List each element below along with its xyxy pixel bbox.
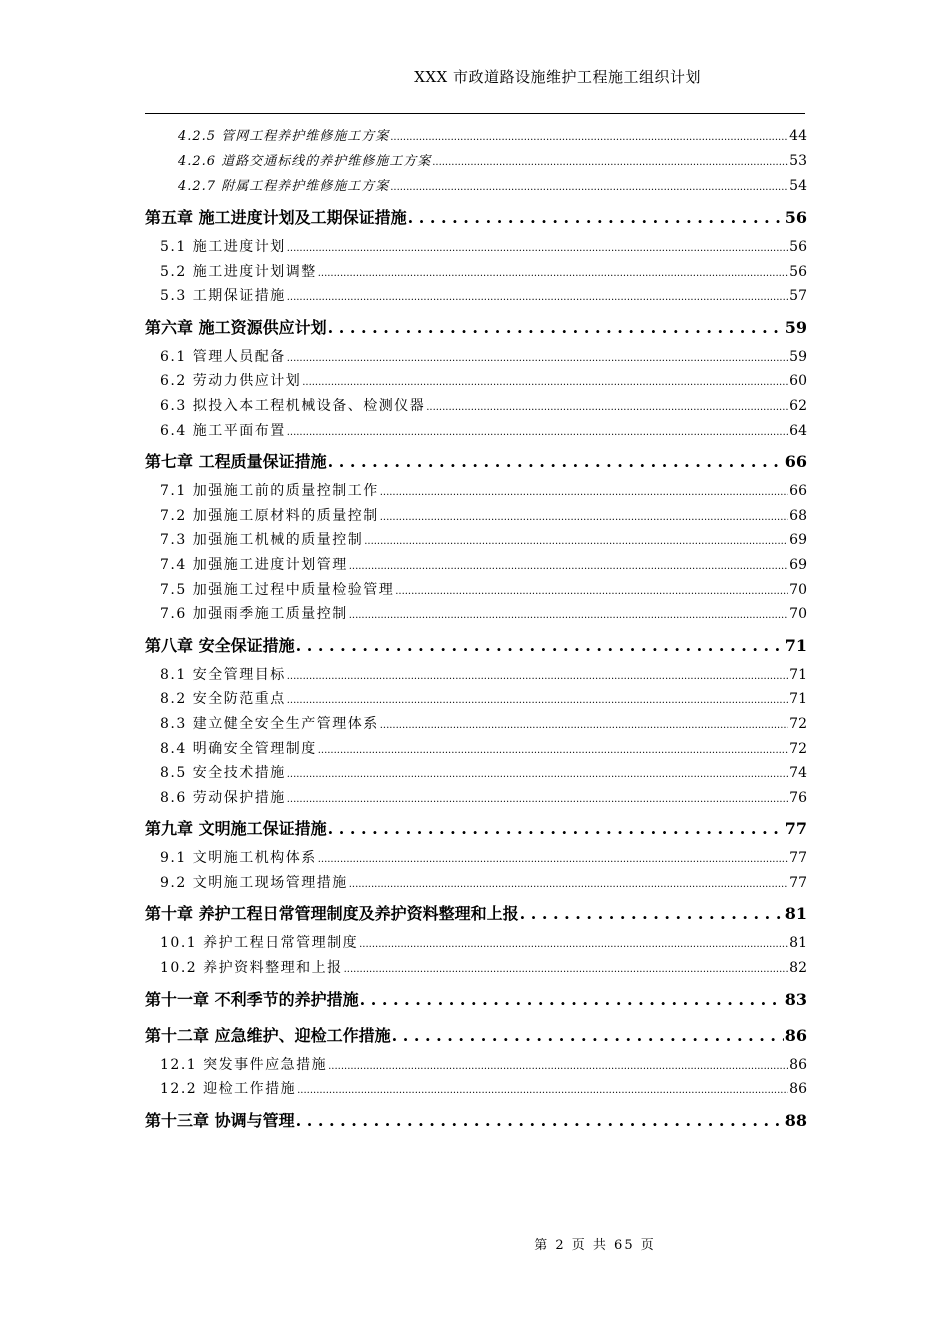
toc-entry-page-number: 54 — [789, 178, 807, 194]
toc-entry-label: 8.4 明确安全管理制度 — [160, 740, 317, 757]
toc-section-entry[interactable] — [145, 369, 807, 394]
toc-leader-dots — [287, 235, 788, 262]
toc-entry-page-number: 44 — [789, 128, 807, 144]
toc-leader-dots — [287, 663, 788, 690]
toc-leader-dots — [395, 578, 788, 605]
toc-leader-dots — [349, 871, 788, 898]
toc-chapter-entry[interactable] — [145, 629, 807, 663]
toc-section-entry[interactable] — [145, 504, 807, 529]
document-title: XXX 市政道路设施维护工程施工组织计划 — [414, 68, 701, 86]
toc-section-entry[interactable] — [145, 687, 807, 712]
toc-section-entry[interactable] — [145, 956, 807, 981]
toc-entry-page-number: 66 — [784, 452, 807, 472]
toc-leader-dots — [318, 260, 788, 287]
toc-section-entry[interactable] — [145, 260, 807, 285]
toc-leader-dots — [302, 369, 788, 396]
toc-leader-dots — [349, 553, 788, 580]
toc-entry-label: 第六章 施工资源供应计划 — [145, 317, 327, 337]
toc-entry-label: 第九章 文明施工保证措施 — [145, 819, 327, 839]
toc-leader-dots — [408, 201, 784, 235]
toc-entry-page-number: 68 — [789, 507, 807, 524]
toc-entry-page-number: 76 — [789, 789, 807, 806]
toc-leader-dots — [287, 419, 788, 446]
toc-section-entry[interactable] — [145, 419, 807, 444]
toc-entry-page-number: 71 — [789, 666, 807, 683]
toc-entry-page-number: 70 — [789, 581, 807, 598]
toc-entry-page-number: 72 — [789, 715, 807, 732]
toc-entry-label: 7.2 加强施工原材料的质量控制 — [160, 507, 379, 524]
toc-entry-page-number: 70 — [789, 606, 807, 623]
toc-leader-dots — [296, 629, 784, 663]
toc-entry-label: 第五章 施工进度计划及工期保证措施 — [145, 208, 407, 227]
toc-section-entry[interactable] — [145, 174, 807, 199]
toc-leader-dots — [380, 712, 788, 739]
toc-entry-label: 10.2 养护资料整理和上报 — [160, 960, 343, 977]
toc-section-entry[interactable] — [145, 931, 807, 956]
toc-leader-dots — [328, 445, 784, 479]
toc-leader-dots — [426, 394, 788, 421]
toc-entry-page-number: 66 — [789, 483, 807, 500]
toc-entry-label: 10.1 养护工程日常管理制度 — [160, 935, 359, 952]
toc-section-entry[interactable] — [145, 712, 807, 737]
toc-entry-label: 7.6 加强雨季施工质量控制 — [160, 606, 348, 623]
toc-chapter-entry[interactable] — [145, 1019, 807, 1053]
toc-entry-label: 第十章 养护工程日常管理制度及养护资料整理和上报 — [145, 904, 519, 924]
toc-leader-dots — [287, 345, 788, 372]
toc-entry-page-number: 86 — [789, 1056, 807, 1073]
toc-section-entry[interactable] — [145, 786, 807, 811]
toc-leader-dots — [287, 687, 788, 714]
toc-entry-page-number: 81 — [784, 904, 807, 924]
toc-entry-page-number: 77 — [789, 850, 807, 867]
toc-entry-page-number: 57 — [789, 288, 807, 305]
toc-entry-label: 5.1 施工进度计划 — [160, 239, 286, 255]
toc-leader-dots — [360, 983, 784, 1017]
toc-leader-dots — [392, 1019, 784, 1053]
toc-section-entry[interactable] — [145, 846, 807, 871]
toc-section-entry[interactable] — [145, 737, 807, 762]
toc-leader-dots — [380, 479, 788, 506]
toc-chapter-entry[interactable] — [145, 983, 807, 1017]
toc-leader-dots — [390, 124, 788, 150]
toc-entry-label: 6.3 拟投入本工程机械设备、检测仪器 — [160, 397, 426, 414]
toc-leader-dots — [328, 1053, 788, 1080]
toc-leader-dots — [318, 737, 788, 764]
toc-entry-label: 6.4 施工平面布置 — [160, 422, 286, 439]
toc-chapter-entry[interactable] — [145, 897, 807, 931]
toc-entry-label: 第十三章 协调与管理 — [145, 1110, 295, 1130]
toc-entry-label: 8.3 建立健全安全生产管理体系 — [160, 715, 379, 732]
toc-leader-dots — [287, 786, 788, 813]
toc-entry-page-number: 64 — [789, 422, 807, 439]
toc-section-entry[interactable] — [145, 284, 807, 309]
toc-entry-page-number: 60 — [789, 373, 807, 390]
toc-entry-page-number: 56 — [789, 239, 807, 255]
toc-section-entry[interactable] — [145, 394, 807, 419]
toc-entry-label: 6.2 劳动力供应计划 — [160, 373, 302, 390]
toc-entry-label: 8.1 安全管理目标 — [160, 666, 286, 683]
toc-entry-label: 7.3 加强施工机械的质量控制 — [160, 532, 364, 549]
toc-entry-label: 9.1 文明施工机构体系 — [160, 850, 317, 867]
toc-entry-label: 第十二章 应急维护、迎检工作措施 — [145, 1025, 391, 1045]
toc-leader-dots — [364, 528, 788, 555]
toc-entry-label: 第七章 工程质量保证措施 — [145, 452, 327, 472]
toc-leader-dots — [328, 812, 784, 846]
toc-entry-page-number: 72 — [789, 740, 807, 757]
toc-entry-page-number: 62 — [789, 397, 807, 414]
toc-entry-label: 第十一章 不利季节的养护措施 — [145, 989, 359, 1009]
toc-entry-page-number: 88 — [784, 1110, 807, 1130]
toc-leader-dots — [359, 931, 788, 958]
toc-entry-label: 第八章 安全保证措施 — [145, 635, 295, 655]
toc-entry-label: 9.2 文明施工现场管理措施 — [160, 874, 348, 891]
toc-entry-label: 12.2 迎检工作措施 — [160, 1081, 297, 1098]
toc-entry-label: 4.2.5 管网工程养护维修施工方案 — [178, 129, 390, 144]
toc-entry-page-number: 77 — [789, 874, 807, 891]
toc-section-entry[interactable] — [145, 479, 807, 504]
toc-entry-label: 4.2.7 附属工程养护维修施工方案 — [178, 179, 390, 194]
toc-chapter-entry[interactable] — [145, 1104, 807, 1138]
toc-section-entry[interactable] — [145, 871, 807, 896]
toc-entry-label: 8.5 安全技术措施 — [160, 765, 286, 782]
toc-section-entry[interactable] — [145, 761, 807, 786]
toc-entry-page-number: 56 — [784, 208, 807, 227]
toc-entry-label: 6.1 管理人员配备 — [160, 348, 286, 365]
page-footer: 第 2 页 共 65 页 — [534, 1238, 656, 1253]
page-header — [145, 62, 805, 114]
toc-chapter-entry[interactable] — [145, 812, 807, 846]
toc-entry-page-number: 86 — [784, 1025, 807, 1045]
toc-entry-page-number: 82 — [789, 960, 807, 977]
toc-leader-dots — [297, 1077, 788, 1104]
toc-section-entry[interactable] — [145, 602, 807, 627]
toc-entry-label: 7.5 加强施工过程中质量检验管理 — [160, 581, 395, 598]
toc-entry-label: 5.3 工期保证措施 — [160, 288, 286, 305]
toc-leader-dots — [328, 311, 784, 345]
toc-leader-dots — [349, 602, 788, 629]
toc-section-entry[interactable] — [145, 553, 807, 578]
toc-chapter-entry[interactable] — [145, 311, 807, 345]
toc-section-entry[interactable] — [145, 663, 807, 688]
toc-entry-page-number: 74 — [789, 765, 807, 782]
toc-entry-page-number: 69 — [789, 556, 807, 573]
toc-entry-label: 4.2.6 道路交通标线的养护维修施工方案 — [178, 154, 432, 169]
toc-entry-label: 7.4 加强施工进度计划管理 — [160, 556, 348, 573]
toc-chapter-entry[interactable] — [145, 201, 807, 235]
toc-section-entry[interactable] — [145, 1077, 807, 1102]
toc-leader-dots — [432, 149, 788, 175]
table-of-contents — [145, 124, 807, 1138]
toc-leader-dots — [318, 846, 788, 873]
toc-entry-label: 7.1 加强施工前的质量控制工作 — [160, 483, 379, 500]
toc-leader-dots — [520, 897, 784, 931]
toc-entry-label: 12.1 突发事件应急措施 — [160, 1056, 328, 1073]
toc-chapter-entry[interactable] — [145, 445, 807, 479]
toc-leader-dots — [380, 504, 788, 531]
toc-entry-page-number: 86 — [789, 1081, 807, 1098]
toc-section-entry[interactable] — [145, 578, 807, 603]
toc-leader-dots — [287, 761, 788, 788]
toc-leader-dots — [287, 284, 788, 311]
toc-entry-page-number: 56 — [789, 263, 807, 280]
toc-entry-label: 8.6 劳动保护措施 — [160, 789, 286, 806]
toc-entry-page-number: 77 — [784, 819, 807, 839]
toc-entry-page-number: 71 — [789, 691, 807, 708]
toc-entry-page-number: 81 — [789, 935, 807, 952]
toc-entry-page-number: 59 — [789, 348, 807, 365]
toc-entry-page-number: 53 — [789, 153, 807, 169]
toc-section-entry[interactable] — [145, 235, 807, 260]
toc-leader-dots — [344, 956, 789, 983]
toc-section-entry[interactable] — [145, 1053, 807, 1078]
toc-leader-dots — [296, 1104, 784, 1138]
toc-entry-page-number: 83 — [784, 989, 807, 1009]
toc-entry-page-number: 71 — [784, 635, 807, 655]
toc-section-entry[interactable] — [145, 528, 807, 553]
toc-entry-page-number: 69 — [789, 532, 807, 549]
toc-entry-label: 8.2 安全防范重点 — [160, 691, 286, 708]
toc-section-entry[interactable] — [145, 345, 807, 370]
toc-section-entry[interactable] — [145, 149, 807, 174]
toc-leader-dots — [390, 174, 788, 200]
toc-entry-label: 5.2 施工进度计划调整 — [160, 263, 317, 280]
toc-entry-page-number: 59 — [784, 317, 807, 337]
toc-section-entry[interactable] — [145, 124, 807, 149]
